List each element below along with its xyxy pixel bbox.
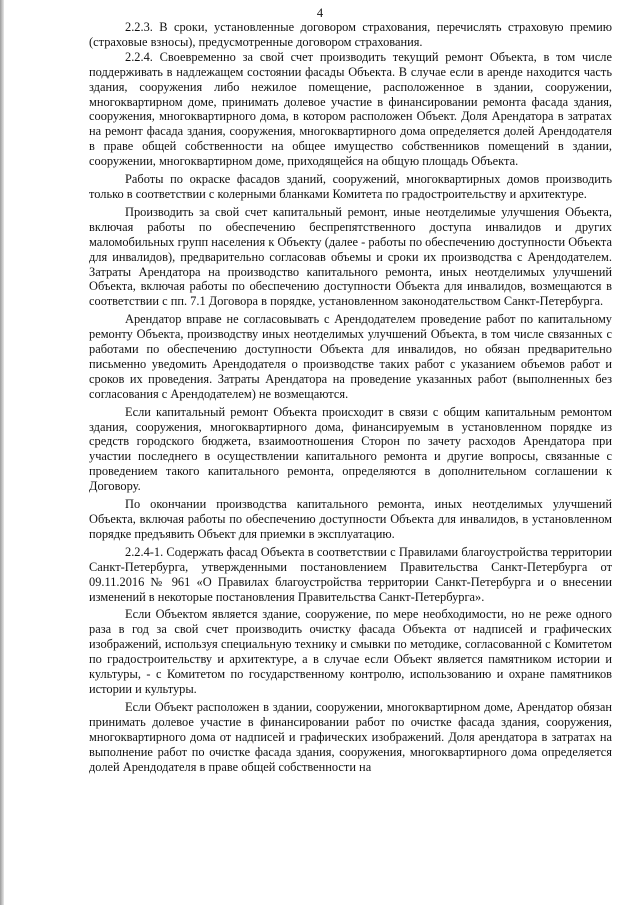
scan-edge	[0, 0, 4, 905]
paragraph-2-2-3: 2.2.3. В сроки, установленные договором страхования, перечислять страховую премию (страховые взносы), предусмотренные договором страхования.	[89, 20, 612, 49]
page-number: 4	[316, 6, 324, 20]
paragraph-2-2-4: 2.2.4. Своевременно за свой счет производить текущий ремонт Объекта, в том числе поддерживать в надлежащем состоянии фасады Объекта. В случае если в аренде находится часть здания, сооружения либо нежилое помещение, расположенное в здании, сооружении, многоквартирном доме, принимать долевое участие в финансировании ремонта фасада здания, сооружения, многоквартирного дома, в котором расположен Объект. Доля Арендатора в затратах на ремонт фасада здания, сооружения, многоквартирного дома определяется долей Арендодателя в праве общей собственности на общее имущество собственников помещений в здании, сооружении, многоквартирном доме, приходящейся на общую площадь Объекта.	[89, 49, 612, 169]
paragraph-acceptance: По окончании производства капитального ремонта, иных неотделимых улучшений Объекта, включая работы по обеспечению доступности Объекта для инвалидов, в установленном порядке предъявить Объект для приемки в эксплуатацию.	[89, 497, 612, 541]
paragraph-cleaning-share: Если Объект расположен в здании, сооружении, многоквартирном доме, Арендатор обязан принимать долевое участие в финансировании работ по очистке фасада здания, сооружения, многоквартирного дома от надписей и графических изображений. Доля арендатора в затратах на выполнение работ по очистке фасада здания, сооружения, многоквартирного дома определяется долей Арендодателя в праве общей собственности на	[89, 699, 612, 774]
paragraph-tenant-notification: Арендатор вправе не согласовывать с Арендодателем проведение работ по капитальному ремонту Объекта, производству иных неотделимых улучшений Объекта, в том числе связанных с работами по обеспечению доступности Объекта для инвалидов, но обязан предварительно письменно уведомить Арендодателя о производстве таких работ с указанием объемов работ и сроков их проведения. Затраты Арендатора на проведение указанных работ (выполненных без согласования с Арендодателем) не возмещаются.	[89, 312, 612, 401]
paragraph-city-budget-repair: Если капитальный ремонт Объекта происходит в связи с общим капитальным ремонтом здания, сооружения, многоквартирного дома, финансируемым в установленном порядке из средств городского бюджета, взаимоотношения Сторон по зачету расходов Арендатора при участии последнего в осуществлении капитального ремонта и другие вопросы, связанные с проведением такого капитального ремонта, определяются в дополнительном соглашении к Договору.	[89, 404, 612, 494]
paragraph-2-2-4-1: 2.2.4-1. Содержать фасад Объекта в соответствии с Правилами благоустройства территории Санкт-Петербурга, утвержденными постановлением Правительства Санкт-Петербурга от 09.11.2016 № 961 «О Правилах благоустройства территории Санкт-Петербурга и о внесении изменений в некоторые постановления Правительства Санкт-Петербурга».	[89, 544, 612, 604]
paragraph-facade-painting: Работы по окраске фасадов зданий, сооружений, многоквартирных домов производить только в соответствии с колерными бланками Комитета по градостроительству и архитектуре.	[89, 172, 612, 201]
document-body	[89, 20, 612, 774]
paragraph-facade-cleaning: Если Объектом является здание, сооружение, по мере необходимости, но не реже одного раза в год за свой счет производить очистку фасада Объекта от надписей и графических изображений, используя специальную технику и смывки по методике, согласованной с Комитетом по градостроительству и архитектуре, а в случае если Объект является памятником истории и культуры, - с Комитетом по государственному контролю, использованию и охране памятников истории и культуры.	[89, 607, 612, 696]
paragraph-capital-repair: Производить за свой счет капитальный ремонт, иные неотделимые улучшения Объекта, включая работы по обеспечению беспрепятственного доступа инвалидов и других маломобильных групп населения к Объекту (далее - работы по обеспечению доступности Объекта для инвалидов), предварительно согласовав объемы и сроки их производства с Арендодателем. Затраты Арендатора на производство капитального ремонта, иных неотделимых улучшений Объекта, включая работы по обеспечению доступности Объекта для инвалидов, возмещаются в соответствии с пп. 7.1 Договора в порядке, установленном законодательством Санкт-Петербурга.	[89, 204, 612, 309]
